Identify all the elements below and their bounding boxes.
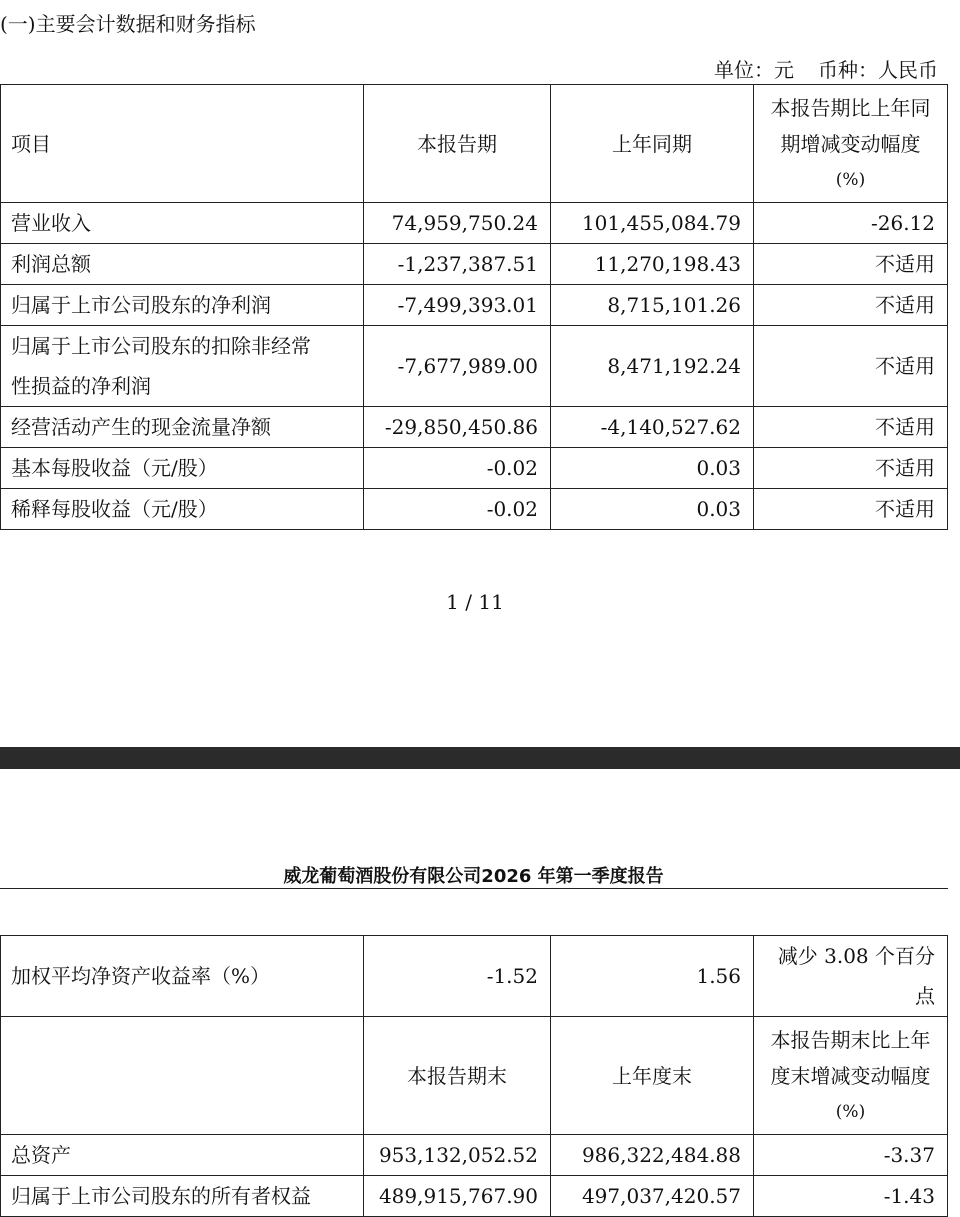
row-prior: -4,140,527.62 <box>551 407 754 448</box>
row-item: 营业收入 <box>1 203 364 244</box>
table-header-row <box>1 1017 948 1135</box>
header-change-line-1: 本报告期比上年同 <box>770 95 931 120</box>
row-prior: 11,270,198.43 <box>551 244 754 285</box>
row-change: 不适用 <box>754 244 948 285</box>
row-prior: 0.03 <box>551 489 754 530</box>
row-item: 加权平均净资产收益率（%） <box>1 936 364 1017</box>
row-change: 不适用 <box>754 448 948 489</box>
row-prior: 0.03 <box>551 448 754 489</box>
page-number: 1 / 11 <box>446 590 504 614</box>
row-change-line-1: 减少 3.08 个百分 <box>777 944 935 968</box>
table-row <box>1 407 948 448</box>
row-current: -0.02 <box>364 448 551 489</box>
row-current: -29,850,450.86 <box>364 407 551 448</box>
row-item: 利润总额 <box>1 244 364 285</box>
row-current: -7,499,393.01 <box>364 285 551 326</box>
table-header-row <box>1 85 948 203</box>
row-item-line-2: 性损益的净利润 <box>11 374 151 398</box>
row-change: 不适用 <box>754 489 948 530</box>
row-item: 稀释每股收益（元/股） <box>1 489 364 530</box>
row-change: -1.43 <box>754 1176 948 1217</box>
row-item: 归属于上市公司股东的净利润 <box>1 285 364 326</box>
row-current: 489,915,767.90 <box>364 1176 551 1217</box>
row-prior: 8,715,101.26 <box>551 285 754 326</box>
header-rule <box>0 888 948 889</box>
header-prior-year-end: 上年度末 <box>551 1017 754 1135</box>
header-change-line-1: 本报告期末比上年 <box>770 1027 931 1052</box>
report-header: 威龙葡萄酒股份有限公司2026 年第一季度报告 <box>283 866 664 887</box>
header-change <box>754 85 948 203</box>
row-item: 总资产 <box>1 1135 364 1176</box>
row-prior: 8,471,192.24 <box>551 326 754 407</box>
page-divider <box>0 747 960 769</box>
table-row <box>1 285 948 326</box>
row-change: -3.37 <box>754 1135 948 1176</box>
table-row <box>1 448 948 489</box>
header-change-line-2: 度末增减变动幅度 <box>770 1063 931 1088</box>
row-current: -1,237,387.51 <box>364 244 551 285</box>
table-row <box>1 203 948 244</box>
header-period-end: 本报告期末 <box>364 1017 551 1135</box>
table-row <box>1 1135 948 1176</box>
row-prior: 101,455,084.79 <box>551 203 754 244</box>
table-row <box>1 244 948 285</box>
unit-label: 单位：元 <box>714 58 794 82</box>
row-current: 74,959,750.24 <box>364 203 551 244</box>
row-prior: 497,037,420.57 <box>551 1176 754 1217</box>
header-change-line-3: (%) <box>835 1101 866 1122</box>
currency-label: 币种：人民币 <box>818 58 938 82</box>
row-current: -0.02 <box>364 489 551 530</box>
row-current: 953,132,052.52 <box>364 1135 551 1176</box>
header-current-period: 本报告期 <box>364 85 551 203</box>
header-item: 项目 <box>1 85 364 203</box>
row-prior: 986,322,484.88 <box>551 1135 754 1176</box>
unit-line <box>714 54 938 83</box>
header-change-line-3: (%) <box>835 169 866 190</box>
row-item: 经营活动产生的现金流量净额 <box>1 407 364 448</box>
row-item: 基本每股收益（元/股） <box>1 448 364 489</box>
row-current: -1.52 <box>364 936 551 1017</box>
row-item-line-1: 归属于上市公司股东的扣除非经常 <box>11 334 311 358</box>
row-prior: 1.56 <box>551 936 754 1017</box>
row-change <box>754 936 948 1017</box>
balance-data-table <box>0 935 948 1217</box>
header-prior-period: 上年同期 <box>551 85 754 203</box>
row-current: -7,677,989.00 <box>364 326 551 407</box>
table-row <box>1 489 948 530</box>
table-row <box>1 936 948 1017</box>
table-row <box>1 326 948 407</box>
row-change: 不适用 <box>754 407 948 448</box>
table-row <box>1 1176 948 1217</box>
section-title: (一)主要会计数据和财务指标 <box>0 12 256 36</box>
row-item <box>1 326 364 407</box>
row-change: 不适用 <box>754 326 948 407</box>
header-change <box>754 1017 948 1135</box>
header-change-line-2: 期增减变动幅度 <box>780 131 921 156</box>
header-item <box>1 1017 364 1135</box>
key-financial-data-table <box>0 84 948 530</box>
row-item: 归属于上市公司股东的所有者权益 <box>1 1176 364 1217</box>
row-change: -26.12 <box>754 203 948 244</box>
row-change-line-2: 点 <box>915 984 935 1008</box>
row-change: 不适用 <box>754 285 948 326</box>
